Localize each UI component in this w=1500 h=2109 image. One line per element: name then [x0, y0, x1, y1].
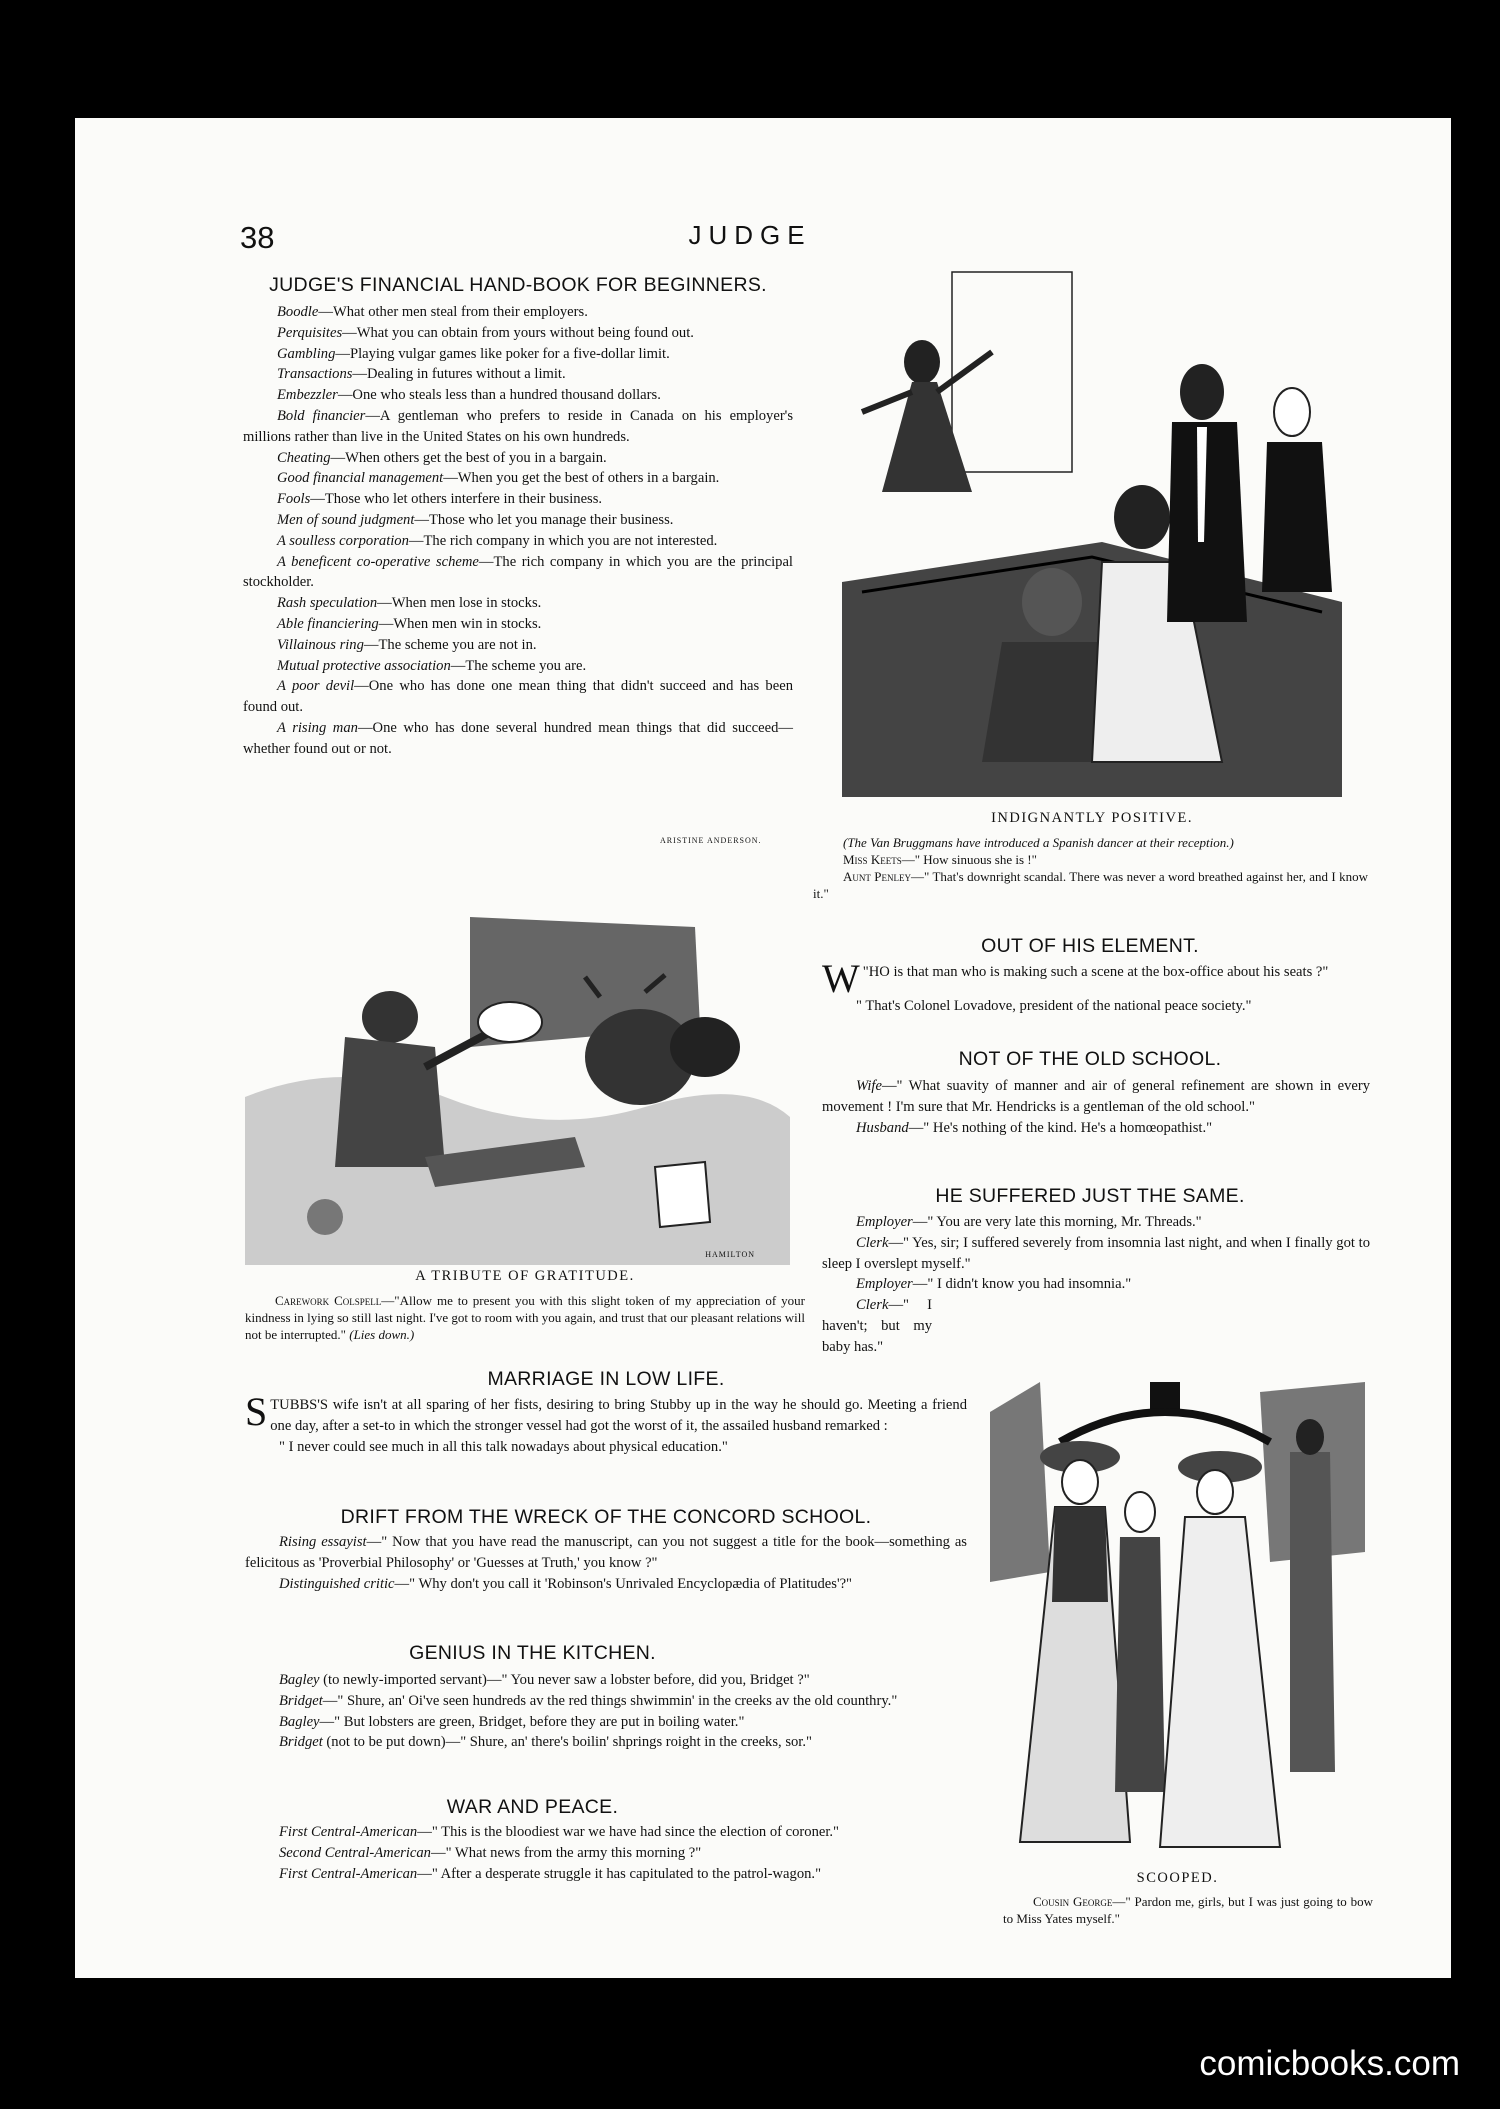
drop-cap: S — [245, 1389, 268, 1434]
speech: —"Allow me to present you with this slight token of my appreciation of your kindness in lying so still last night. I've got to room with you again, and trust that our pleasant relations will not be interrupted." — [245, 1293, 806, 1342]
paragraph: HO is that man who is making such a scene at the box-office about his seats ?" — [868, 964, 1329, 980]
caption-scooped: SCOOPED. — [1136, 1870, 1219, 1886]
glossary-entry — [243, 552, 793, 594]
text-old-school — [822, 1076, 1370, 1138]
glossary-term: A rising man — [277, 719, 358, 736]
text-kitchen — [245, 1670, 967, 1753]
page-number: 38 — [240, 220, 275, 255]
speaker: First Central-American — [279, 1865, 418, 1882]
glossary-term: Boodle — [277, 304, 319, 320]
note: (not to be put down) — [322, 1734, 446, 1751]
speech: —" Why don't you call it 'Robinson's Unrivaled Encyclopædia of Platitudes'?" — [394, 1575, 853, 1592]
glossary-definition: —One who has done several hundred mean things that did succeed—whether found out or not. — [243, 719, 793, 757]
financial-title: JUDGE'S FINANCIAL HAND-BOOK FOR BEGINNERS. — [269, 274, 767, 296]
glossary-term: Gambling — [277, 345, 336, 362]
glossary-entry — [243, 364, 793, 385]
speaker: First Central-American — [279, 1824, 418, 1840]
speech: —" You are very late this morning, Mr. Threads." — [912, 1214, 1202, 1230]
financial-entries — [243, 302, 793, 760]
dialogue-indignantly-positive — [813, 834, 1368, 902]
glossary-entry — [243, 531, 793, 552]
glossary-definition: —What you can obtain from yours without being found out. — [342, 324, 694, 341]
speaker: Bridget — [279, 1734, 323, 1751]
speech: —" This is the bloodiest war we have had since the election of coroner." — [417, 1824, 840, 1840]
artist-signature: HAMILTON — [705, 1250, 755, 1259]
glossary-definition: —Those who let you manage their business. — [414, 511, 674, 528]
glossary-entry — [243, 510, 793, 531]
glossary-term: A soulless corporation — [277, 532, 409, 549]
glossary-term: Cheating — [277, 449, 331, 466]
heading-war: WAR AND PEACE. — [446, 1796, 619, 1818]
glossary-definition: —When others get the best of you in a bargain. — [330, 449, 607, 466]
illustration-indignantly-positive — [842, 262, 1342, 797]
intro-note: (The Van Bruggmans have introduced a Spanish dancer at their reception.) — [843, 835, 1234, 850]
speech: —" He's nothing of the kind. He's a homœopathist." — [908, 1119, 1213, 1136]
glossary-term: Villainous ring — [277, 636, 364, 653]
speaker: Employer — [856, 1214, 913, 1230]
masthead: JUDGE — [688, 220, 812, 250]
glossary-definition: —One who steals less than a hundred thousand dollars. — [337, 387, 661, 404]
text-out-of-element — [822, 956, 1370, 1017]
glossary-definition: —When men lose in stocks. — [377, 595, 542, 612]
glossary-entry — [243, 656, 793, 677]
text-war — [245, 1822, 967, 1884]
glossary-definition: —Dealing in futures without a limit. — [352, 366, 566, 383]
open-quote: " — [862, 964, 869, 980]
paragraph: " I never could see much in all this talk nowadays about physical education." — [279, 1438, 728, 1455]
glossary-definition: —The rich company in which you are not interested. — [408, 532, 718, 549]
speech: —" What suavity of manner and air of general refinement are shown in every movement ! I'm sure that Mr. Hendricks is a gentleman of the old school." — [822, 1078, 1370, 1115]
glossary-term: Fools — [277, 491, 311, 508]
glossary-term: A poor devil — [277, 678, 355, 695]
illustration-tribute-of-gratitude — [245, 897, 790, 1265]
glossary-entry — [243, 468, 793, 489]
speaker: Rising essayist — [279, 1534, 367, 1550]
glossary-term: Bold financier — [277, 407, 366, 424]
drop-cap: W — [822, 956, 860, 1001]
glossary-term: Able financiering — [277, 615, 379, 632]
speaker: Husband — [856, 1119, 909, 1136]
glossary-definition: —When men win in stocks. — [378, 615, 542, 632]
watermark: comicbooks.com — [1199, 2044, 1460, 2083]
glossary-entry — [243, 614, 793, 635]
glossary-definition: —Playing vulgar games like poker for a five-dollar limit. — [335, 345, 670, 362]
glossary-entry — [243, 406, 793, 448]
heading-concord: DRIFT FROM THE WRECK OF THE CONCORD SCHOOL. — [340, 1506, 872, 1528]
speech: —" After a desperate struggle it has capitulated to the patrol-wagon." — [417, 1865, 822, 1882]
speech: —" I didn't know you had insomnia." — [912, 1276, 1132, 1293]
speaker: Wife — [856, 1078, 882, 1094]
heading-out-of-element: OUT OF HIS ELEMENT. — [981, 935, 1199, 957]
speaker: Clerk — [856, 1234, 889, 1251]
speaker: Bagley — [279, 1713, 320, 1730]
speaker: Cousin George — [1033, 1894, 1113, 1909]
speech: —" I haven't; but my baby has." — [822, 1297, 932, 1355]
glossary-entry — [243, 323, 793, 344]
glossary-term: A beneficent co-operative scheme — [277, 553, 479, 570]
glossary-definition: —A gentleman who prefers to reside in Canada on his employer's millions rather than live in the United States on his own hundreds. — [243, 407, 793, 445]
paragraph: " That's Colonel Lovadove, president of the national peace society." — [856, 998, 1252, 1014]
caption-tribute-of-gratitude: A TRIBUTE OF GRATITUDE. — [415, 1268, 635, 1284]
speech: —" Yes, sir; I suffered severely from insomnia last night, and when I finally got to sleep I overslept myself." — [822, 1234, 1370, 1272]
glossary-entry — [243, 676, 793, 718]
speaker: Bagley — [279, 1672, 320, 1688]
glossary-definition: —The scheme you are. — [450, 657, 587, 674]
heading-kitchen: GENIUS IN THE KITCHEN. — [409, 1642, 656, 1664]
glossary-definition: —When you get the best of others in a bargain. — [443, 470, 720, 487]
speech: —" That's downright scandal. There was never a word breathed against her, and I know it." — [813, 869, 1368, 901]
speaker: Clerk — [856, 1297, 889, 1314]
glossary-term: Good financial management — [277, 470, 444, 487]
financial-signature: ARISTINE ANDERSON. — [660, 836, 762, 845]
text-marriage — [245, 1389, 967, 1457]
speech: —" Shure, an' Oi've seen hundreds av the red things shwimmin' in the creeks av the old counthry." — [322, 1692, 898, 1709]
glossary-term: Embezzler — [277, 387, 338, 404]
glossary-term: Rash speculation — [277, 595, 378, 612]
heading-marriage: MARRIAGE IN LOW LIFE. — [487, 1368, 725, 1390]
speech: —" What news from the army this morning ?" — [430, 1844, 702, 1861]
heading-suffered: HE SUFFERED JUST THE SAME. — [935, 1185, 1245, 1207]
glossary-entry — [243, 489, 793, 510]
glossary-definition: —What other men steal from their employers. — [318, 304, 588, 320]
note: (to newly-imported servant) — [319, 1672, 487, 1688]
glossary-definition: —One who has done one mean thing that didn't succeed and has been found out. — [243, 678, 793, 716]
speech: —" But lobsters are green, Bridget, before they are put in boiling water." — [319, 1713, 745, 1730]
text-concord — [245, 1532, 967, 1594]
glossary-entry — [243, 718, 793, 760]
glossary-entry — [243, 385, 793, 406]
caption-indignantly-positive: INDIGNANTLY POSITIVE. — [991, 810, 1193, 826]
speech: —" You never saw a lobster before, did you, Bridget ?" — [486, 1672, 810, 1688]
glossary-term: Mutual protective association — [277, 657, 451, 674]
glossary-definition: —Those who let others interfere in their business. — [310, 491, 603, 508]
speaker: Carework Colspell — [275, 1293, 382, 1308]
glossary-definition: —The scheme you are not in. — [363, 636, 537, 653]
speaker: Bridget — [279, 1692, 323, 1709]
glossary-entry — [243, 344, 793, 365]
speech: —" Pardon me, girls, but I was just going to bow to Miss Yates myself." — [1003, 1894, 1373, 1926]
glossary-definition: —The rich company in which you are the principal stockholder. — [243, 553, 793, 591]
speech: —" Shure, an' there's boilin' shprings roight in the creeks, sor." — [445, 1734, 812, 1751]
text-suffered — [822, 1212, 1370, 1358]
speech: —" Now that you have read the manuscript, can you not suggest a title for the book—something as felicitous as 'Proverbial Philosophy' or 'Guesses at Truth,' you know ?" — [245, 1534, 967, 1571]
stage-direction: (Lies down.) — [349, 1327, 415, 1342]
glossary-entry — [243, 635, 793, 656]
glossary-term: Transactions — [277, 366, 353, 383]
glossary-entry — [243, 448, 793, 469]
glossary-term: Perquisites — [277, 324, 343, 341]
dialogue-scooped — [1003, 1893, 1373, 1927]
speaker: Miss Keets — [843, 852, 902, 867]
speaker: Employer — [856, 1276, 913, 1293]
speech: —" How sinuous she is !" — [901, 852, 1037, 867]
glossary-term: Men of sound judgment — [277, 511, 415, 528]
glossary-entry — [243, 302, 793, 323]
speaker: Aunt Penley — [843, 869, 911, 884]
dialogue-tribute — [245, 1292, 805, 1343]
illustration-scooped — [990, 1372, 1365, 1867]
speaker: Second Central-American — [279, 1844, 431, 1861]
glossary-entry — [243, 593, 793, 614]
speaker: Distinguished critic — [279, 1575, 395, 1592]
paragraph: TUBBS'S wife isn't at all sparing of her fists, desiring to bring Stubby up in the way he should go. Meeting a friend one day, after a set-to in which the stronger vessel had got the worst of it, the assailed husband remarked : — [270, 1397, 967, 1434]
heading-old-school: NOT OF THE OLD SCHOOL. — [958, 1048, 1222, 1070]
